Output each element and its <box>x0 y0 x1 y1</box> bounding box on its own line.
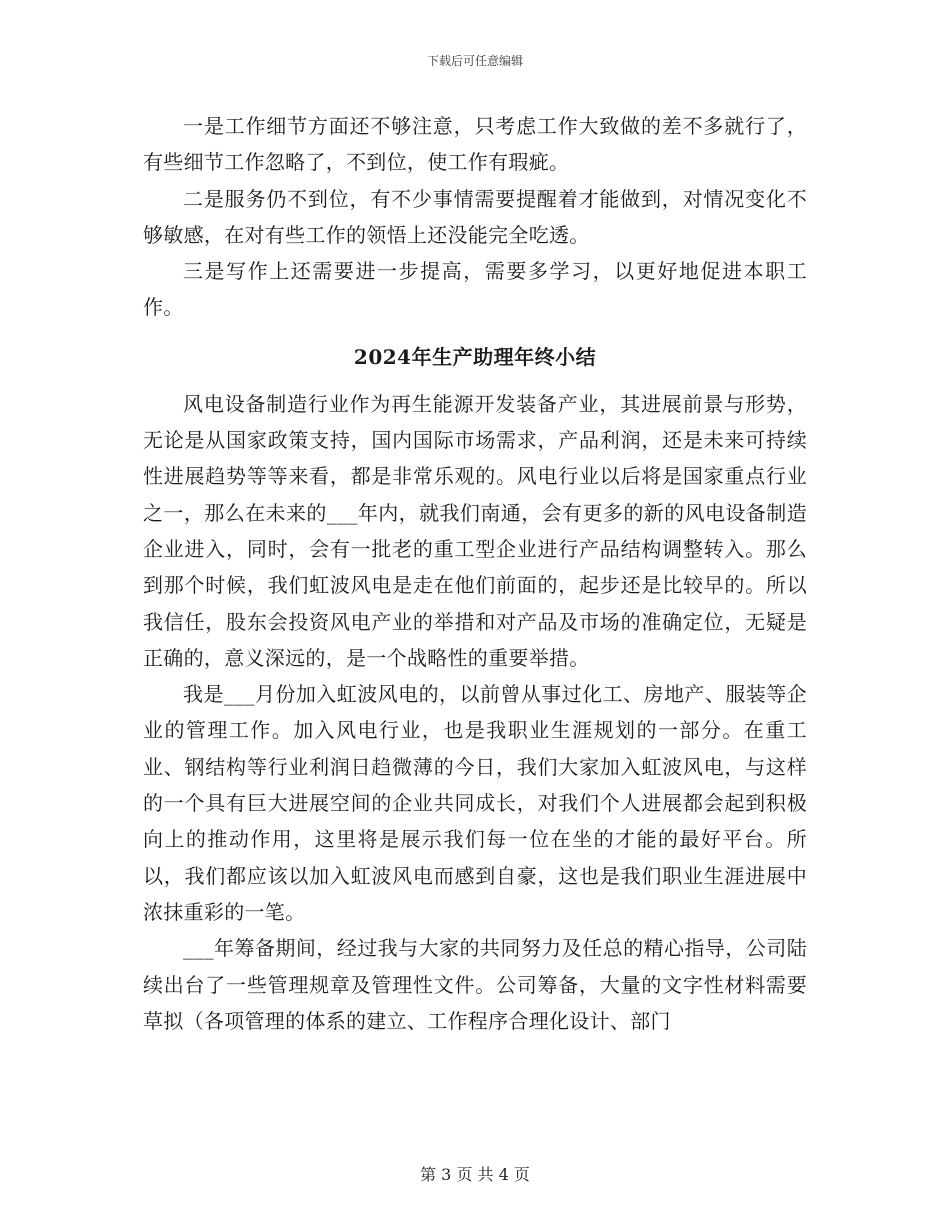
paragraph-3: 三是写作上还需要进一步提高，需要多学习，以更好地促进本职工作。 <box>143 259 807 320</box>
paragraph-6: ___年筹备期间，经过我与大家的共同努力及任总的精心指导，公司陆续出台了一些管理规章及管理性文件。公司筹备，大量的文字性材料需要草拟（各项管理的体系的建立、工作程序合理化设计、部门 <box>143 936 807 1033</box>
paragraph-5: 我是___月份加入虹波风电的，以前曾从事过化工、房地产、服装等企业的管理工作。加入风电行业，也是我职业生涯规划的一部分。在重工业、钢结构等行业利润日趋微薄的今日，我们大家加入虹波风电，与这样的一个具有巨大进展空间的企业共同成长，对我们个人进展都会起到积极向上的推动作用，这里将是展示我们每一位在坐的才能的最好平台。所以，我们都应该以加入虹波风电而感到自豪，这也是我们职业生涯进展中浓抹重彩的一笔。 <box>143 682 807 924</box>
paragraph-4: 风电设备制造行业作为再生能源开发装备产业，其进展前景与形势，无论是从国家政策支持，国内国际市场需求，产品利润，还是未来可持续性进展趋势等等来看，都是非常乐观的。风电行业以后将是国家重点行业之一，那么在未来的___年内，就我们南通，会有更多的新的风电设备制造企业进入，同时，会有一批老的重工型企业进行产品结构调整转入。那么到那个时候，我们虹波风电是走在他们前面的，起步还是比较早的。所以我信任，股东会投资风电产业的举措和对产品及市场的准确定位，无疑是正确的，意义深远的，是一个战略性的重要举措。 <box>143 391 807 670</box>
paragraph-2: 二是服务仍不到位，有不少事情需要提醒着才能做到，对情况变化不够敏感，在对有些工作的领悟上还没能完全吃透。 <box>143 186 807 247</box>
header-note: 下载后可任意编辑 <box>426 54 523 68</box>
page-number: 第 3 页 共 4 页 <box>420 1165 530 1184</box>
document-body <box>143 108 807 1039</box>
paragraph-1: 一是工作细节方面还不够注意，只考虑工作大致做的差不多就行了，有些细节工作忽略了，不到位，使工作有瑕疵。 <box>143 114 807 175</box>
document-title: 2024年生产助理年终小结 <box>353 344 597 369</box>
